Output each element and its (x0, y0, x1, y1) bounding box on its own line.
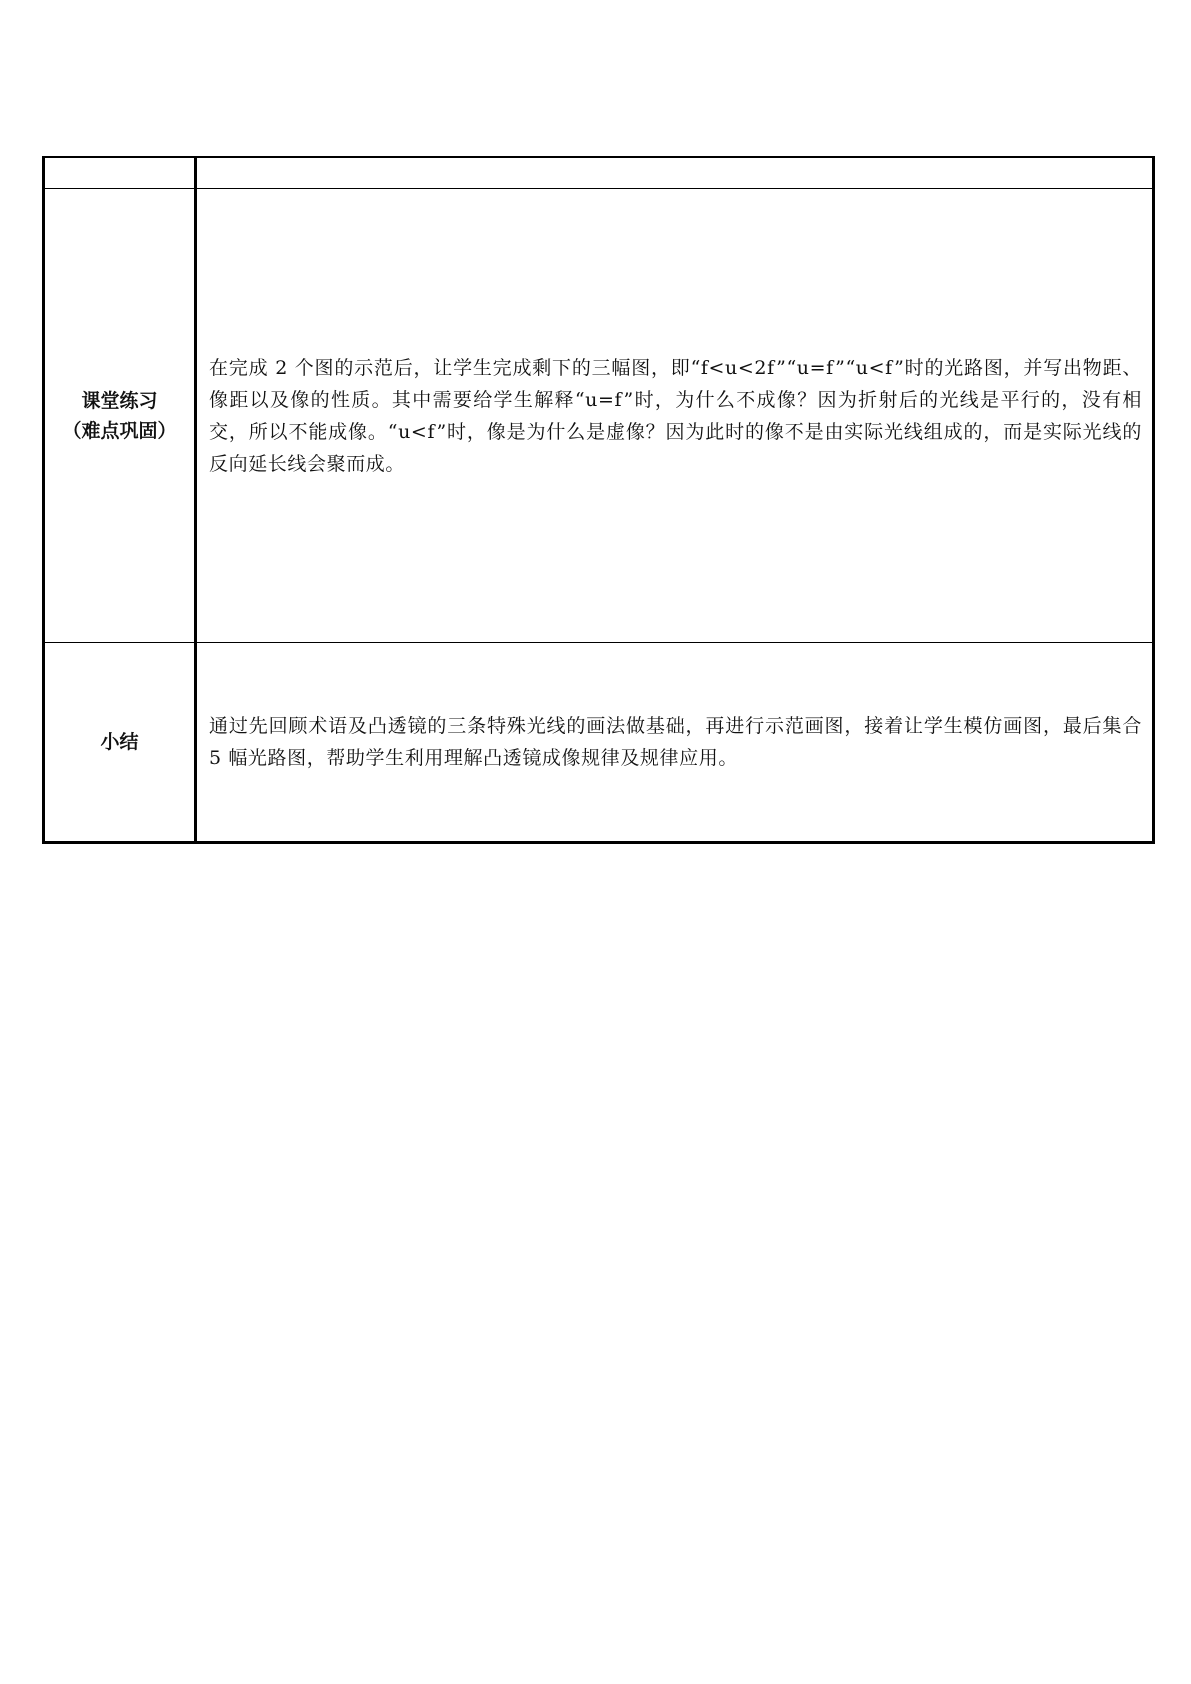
exercise-content-cell (196, 189, 1154, 643)
exercise-label-title: 课堂练习 (81, 389, 158, 412)
exercise-label-cell (44, 189, 196, 643)
summary-content-text: 通过先回顾术语及凸透镜的三条特殊光线的画法做基础，再进行示范画图，接着让学生模仿画图，最后集合 5 幅光路图，帮助学生利用理解凸透镜成像规律及规律应用。 (209, 715, 1142, 769)
header-label-cell (44, 157, 196, 189)
summary-content-cell (196, 643, 1154, 843)
exercise-content-text: 在完成 2 个图的示范后，让学生完成剩下的三幅图，即“f<u<2f”“u=f”“u<f”时的光路图，并写出物距、像距以及像的性质。其中需要给学生解释“u=f”时，为什么不成像？因为折射后的光线是平行的，没有相交，所以不能成像。“u<f”时，像是为什么是虚像？因为此时的像不是由实际光线组成的，而是实际光线的反向延长线会聚而成。 (209, 356, 1142, 475)
table-row-exercise (44, 189, 1154, 643)
header-content-cell (196, 157, 1154, 189)
lesson-plan-table (42, 156, 1155, 844)
summary-label-cell (44, 643, 196, 843)
table-row-header (44, 157, 1154, 189)
exercise-label-subtitle: （难点巩固） (62, 419, 177, 442)
table-row-summary (44, 643, 1154, 843)
summary-label-title: 小结 (100, 731, 139, 753)
